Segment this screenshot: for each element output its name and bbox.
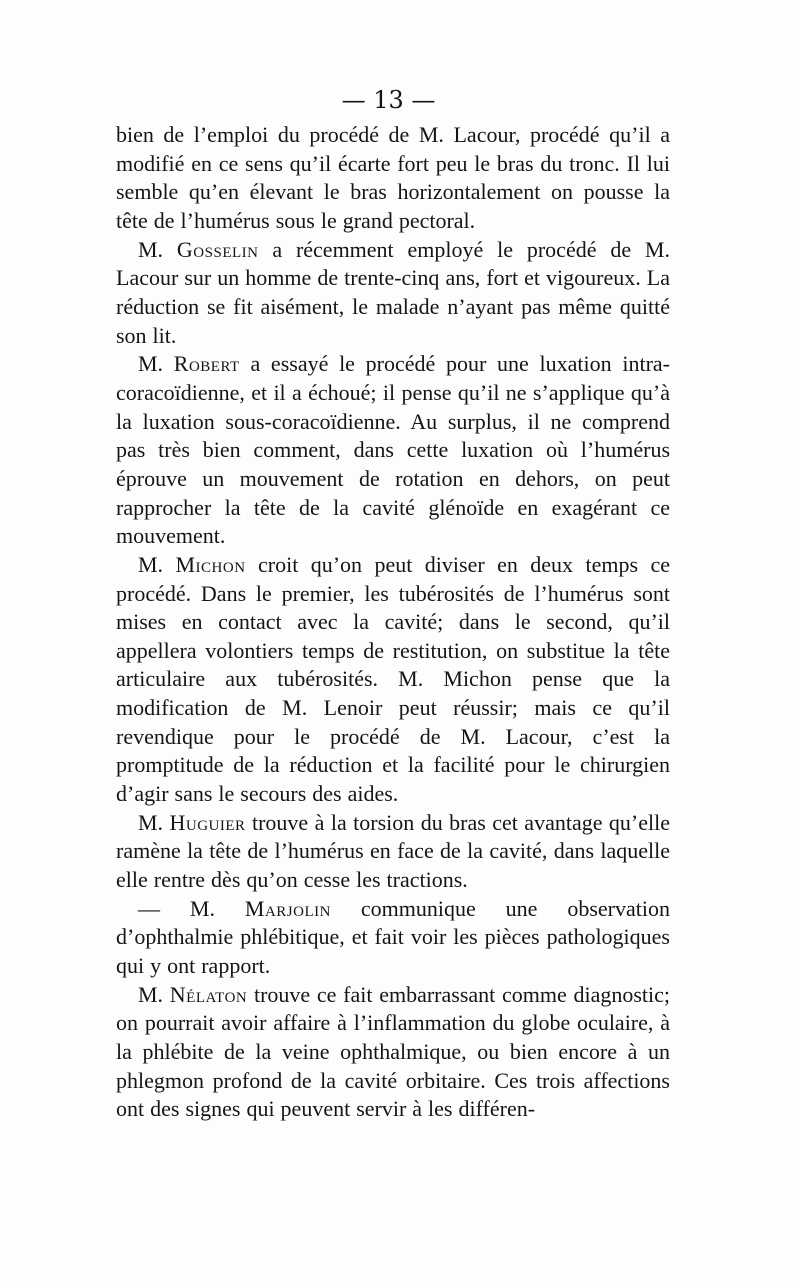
paragraph-text: a récemment employé le procédé de M. Lacour sur un homme de trente-cinq ans, fort et vigoureux. La réduction se fit aisément, le malade n’ayant pas même quitté son lit.: [116, 236, 670, 348]
speaker-prefix: — M.: [138, 895, 245, 921]
speaker-prefix: M.: [138, 809, 170, 835]
paragraph: [116, 121, 670, 236]
paragraph-text: bien de l’emploi du procédé de M. Lacour, procédé qu’il a modifié en ce sens qu’il écarte fort peu le bras du tronc. Il lui semble qu’en élevant le bras horizontalement on pousse la tête de l’humérus sous le grand pectoral.: [116, 122, 670, 233]
speaker-prefix: M.: [138, 236, 177, 262]
paragraph-text: trouve à la torsion du bras cet avantage qu’elle ramène la tête de l’humérus en face de la cavité, dans laquelle elle rentre dès qu’on cesse les tractions.: [116, 809, 670, 893]
speaker-name: Robert: [173, 351, 240, 377]
paragraph-text: communique une observation d’ophthalmie phlébitique, et fait voir les pièces pathologiques qui y ont rapport.: [116, 895, 670, 979]
speaker-name: Michon: [175, 551, 246, 577]
speaker-name: Nélaton: [169, 981, 248, 1007]
speaker-name: Huguier: [169, 809, 246, 835]
body-text: [116, 121, 670, 1124]
paragraph: [116, 551, 670, 809]
paragraph: [116, 981, 670, 1124]
page-number: — 13 —: [341, 86, 436, 114]
paragraph-text: a essayé le procédé pour une luxation intra-coracoïdienne, et il a échoué; il pense qu’il ne s’applique qu’à la luxation sous-coracoïdienne. Au surplus, il ne comprend pas très bien comment, dans cette luxation où l’humérus éprouve un mouvement de rotation en dehors, on peut rapprocher la tête de la cavité glénoïde en exagérant ce mouvement.: [116, 351, 670, 549]
paragraph: [116, 350, 670, 551]
speaker-prefix: M.: [138, 551, 176, 577]
speaker-prefix: M.: [138, 981, 170, 1007]
paragraph-text: trouve ce fait embarrassant comme diagnostic; on pourrait avoir affaire à l’inflammation du globe oculaire, à la phlébite de la veine ophthalmique, ou bien encore à un phlegmon profond de la cavité orbitaire. Ces trois affections ont des signes qui peuvent servir à les différen-: [116, 981, 671, 1122]
speaker-name: Marjolin: [244, 895, 331, 921]
speaker-name: Gosselin: [176, 236, 259, 262]
paragraph-text: croit qu’on peut diviser en deux temps ce procédé. Dans le premier, les tubérosités de l’humérus sont mises en contact avec la cavité; dans le second, qu’il appellera volontiers temps de restitution, on substitue la tête articulaire aux tubérosités. M. Michon pense que la modification de M. Lenoir peut réussir; mais ce qu’il revendique pour le procédé de M. Lacour, c’est la promptitude de la réduction et la facilité pour le chirurgien d’agir sans le secours des aides.: [116, 551, 670, 807]
speaker-prefix: M.: [138, 351, 174, 377]
paragraph: [116, 809, 670, 895]
paragraph: [116, 895, 670, 981]
paragraph: [116, 236, 670, 351]
